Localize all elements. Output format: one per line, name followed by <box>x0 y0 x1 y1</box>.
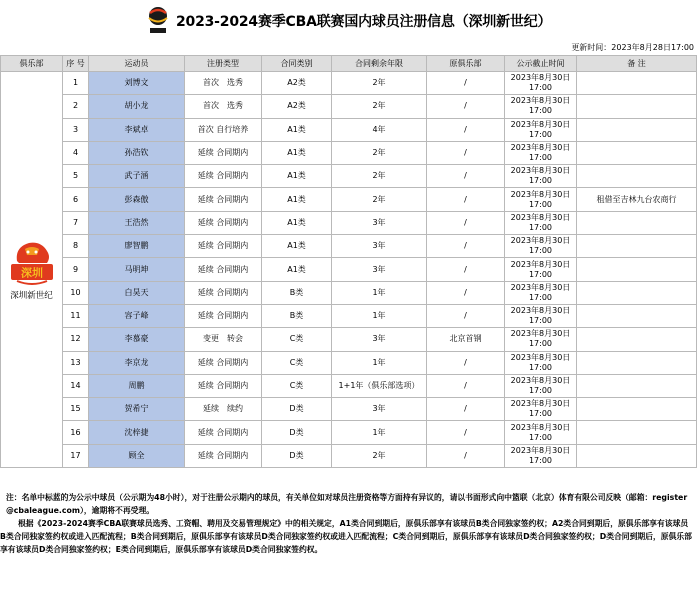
remark-cell <box>577 351 697 374</box>
original-club-cell: / <box>427 188 505 211</box>
reg-type-cell: 延续 合同期内 <box>185 258 262 281</box>
note-publicity: 注：名单中标蓝的为公示中球员（公示期为48小时），对于注册公示期内的球员，有关单位如对球员注册资格等方面持有异议的，请以书面形式向中篮联（北京）体育有限公司反映（邮箱：register@cbaleague.com），逾期将不再受理。 <box>6 493 688 515</box>
original-club-cell: 北京首钢 <box>427 328 505 351</box>
column-header: 合同剩余年限 <box>332 56 427 72</box>
deadline-cell: 2023年8月30日 17:00 <box>505 141 577 164</box>
club-name: 深圳新世纪 <box>10 290 53 301</box>
deadline-cell: 2023年8月30日 17:00 <box>505 118 577 141</box>
contract-class-cell: C类 <box>262 374 332 397</box>
seq-cell: 7 <box>63 211 89 234</box>
deadline-cell: 2023年8月30日 17:00 <box>505 398 577 421</box>
years-remaining-cell: 2年 <box>332 95 427 118</box>
years-remaining-cell: 3年 <box>332 235 427 258</box>
table-row <box>1 421 697 444</box>
deadline-cell: 2023年8月30日 17:00 <box>505 165 577 188</box>
contract-class-cell: C类 <box>262 351 332 374</box>
deadline-cell: 2023年8月30日 17:00 <box>505 281 577 304</box>
deadline-cell: 2023年8月30日 17:00 <box>505 95 577 118</box>
remark-cell <box>577 72 697 95</box>
reg-type-cell: 延续 合同期内 <box>185 351 262 374</box>
remark-cell <box>577 281 697 304</box>
contract-class-cell: A2类 <box>262 95 332 118</box>
original-club-cell: / <box>427 118 505 141</box>
remark-cell <box>577 118 697 141</box>
player-name-cell: 周鹏 <box>89 374 185 397</box>
deadline-cell: 2023年8月30日 17:00 <box>505 235 577 258</box>
reg-type-cell: 延续 合同期内 <box>185 304 262 327</box>
column-header: 合同类别 <box>262 56 332 72</box>
seq-cell: 16 <box>63 421 89 444</box>
table-row <box>1 72 697 95</box>
deadline-cell: 2023年8月30日 17:00 <box>505 351 577 374</box>
column-header: 俱乐部 <box>1 56 63 72</box>
years-remaining-cell: 1年 <box>332 281 427 304</box>
contract-class-cell: D类 <box>262 421 332 444</box>
page-title: 2023-2024赛季CBA联赛国内球员注册信息（深圳新世纪） <box>176 14 552 30</box>
original-club-cell: / <box>427 258 505 281</box>
contract-class-cell: A1类 <box>262 235 332 258</box>
table-row <box>1 165 697 188</box>
contract-class-cell: A1类 <box>262 258 332 281</box>
table-row <box>1 281 697 304</box>
table-row <box>1 398 697 421</box>
remark-cell <box>577 421 697 444</box>
club-logo-text: 深圳 <box>20 266 43 280</box>
contract-class-cell: D类 <box>262 398 332 421</box>
seq-cell: 3 <box>63 118 89 141</box>
deadline-cell: 2023年8月30日 17:00 <box>505 421 577 444</box>
reg-type-cell: 首次 自行培养 <box>185 118 262 141</box>
seq-cell: 15 <box>63 398 89 421</box>
remark-cell <box>577 304 697 327</box>
club-cell <box>1 72 63 468</box>
table-row <box>1 95 697 118</box>
deadline-cell: 2023年8月30日 17:00 <box>505 328 577 351</box>
remark-cell <box>577 374 697 397</box>
remark-cell <box>577 328 697 351</box>
contract-class-cell: B类 <box>262 281 332 304</box>
player-name-cell: 廖智鹏 <box>89 235 185 258</box>
original-club-cell: / <box>427 374 505 397</box>
table-row <box>1 351 697 374</box>
seq-cell: 8 <box>63 235 89 258</box>
contract-class-cell: A1类 <box>262 141 332 164</box>
table-row <box>1 188 697 211</box>
deadline-cell: 2023年8月30日 17:00 <box>505 258 577 281</box>
years-remaining-cell: 1+1年（俱乐部选项） <box>332 374 427 397</box>
player-name-cell: 沈梓捷 <box>89 421 185 444</box>
years-remaining-cell: 3年 <box>332 258 427 281</box>
seq-cell: 5 <box>63 165 89 188</box>
original-club-cell: / <box>427 398 505 421</box>
column-header: 运动员 <box>89 56 185 72</box>
seq-cell: 2 <box>63 95 89 118</box>
contract-class-cell: D类 <box>262 444 332 467</box>
page-header <box>0 0 700 52</box>
player-name-cell: 白昊天 <box>89 281 185 304</box>
reg-type-cell: 延续 续约 <box>185 398 262 421</box>
original-club-cell: / <box>427 72 505 95</box>
years-remaining-cell: 2年 <box>332 141 427 164</box>
player-name-cell: 顾全 <box>89 444 185 467</box>
years-remaining-cell: 3年 <box>332 328 427 351</box>
table-row <box>1 374 697 397</box>
seq-cell: 17 <box>63 444 89 467</box>
original-club-cell: / <box>427 211 505 234</box>
seq-cell: 4 <box>63 141 89 164</box>
registration-table <box>0 55 697 468</box>
years-remaining-cell: 2年 <box>332 188 427 211</box>
reg-type-cell: 延续 合同期内 <box>185 141 262 164</box>
reg-type-cell: 变更 转会 <box>185 328 262 351</box>
remark-cell <box>577 141 697 164</box>
shenzhen-club-logo-icon <box>7 239 57 289</box>
reg-type-cell: 延续 合同期内 <box>185 188 262 211</box>
original-club-cell: / <box>427 351 505 374</box>
remark-cell <box>577 95 697 118</box>
player-name-cell: 孙浩钦 <box>89 141 185 164</box>
seq-cell: 13 <box>63 351 89 374</box>
deadline-cell: 2023年8月30日 17:00 <box>505 72 577 95</box>
remark-cell <box>577 211 697 234</box>
remark-cell: 租借至吉林九台农商行 <box>577 188 697 211</box>
remark-cell <box>577 235 697 258</box>
contract-class-cell: A2类 <box>262 72 332 95</box>
reg-type-cell: 延续 合同期内 <box>185 165 262 188</box>
column-header: 备 注 <box>577 56 697 72</box>
table-row <box>1 141 697 164</box>
reg-type-cell: 延续 合同期内 <box>185 421 262 444</box>
original-club-cell: / <box>427 95 505 118</box>
table-row <box>1 444 697 467</box>
contract-class-cell: B类 <box>262 304 332 327</box>
seq-cell: 1 <box>63 72 89 95</box>
player-name-cell: 胡小龙 <box>89 95 185 118</box>
table-row <box>1 304 697 327</box>
deadline-cell: 2023年8月30日 17:00 <box>505 444 577 467</box>
original-club-cell: / <box>427 165 505 188</box>
table-row <box>1 235 697 258</box>
years-remaining-cell: 3年 <box>332 398 427 421</box>
contract-class-cell: A1类 <box>262 118 332 141</box>
original-club-cell: / <box>427 281 505 304</box>
column-header: 公示截止时间 <box>505 56 577 72</box>
player-name-cell: 李京龙 <box>89 351 185 374</box>
reg-type-cell: 首次 选秀 <box>185 72 262 95</box>
reg-type-cell: 延续 合同期内 <box>185 281 262 304</box>
column-header: 原俱乐部 <box>427 56 505 72</box>
deadline-cell: 2023年8月30日 17:00 <box>505 374 577 397</box>
table-row <box>1 118 697 141</box>
original-club-cell: / <box>427 235 505 258</box>
years-remaining-cell: 4年 <box>332 118 427 141</box>
player-name-cell: 李慕豪 <box>89 328 185 351</box>
reg-type-cell: 延续 合同期内 <box>185 444 262 467</box>
notes-section <box>0 491 692 556</box>
years-remaining-cell: 2年 <box>332 72 427 95</box>
note-contract-rules: 根据《2023-2024赛季CBA联赛球员选秀、工资帽、聘用及交易管理规定》中的相关规定，A1类合同到期后，原俱乐部享有该球员B类合同独家签约权；A2类合同到期后，原俱乐部享有该球员B类合同独家签约权或进入匹配流程；B类合同到期后，原俱乐部享有该球员D类合同独家签约权或进入匹配流程；C类合同到期后，原俱乐部享有该球员D类合同独家签约权；D类合同到期后，原俱乐部享有该球员D类合同独家签约权；E类合同到期后，原俱乐部享有该球员D类合同独家签约权。 <box>0 519 692 554</box>
reg-type-cell: 首次 选秀 <box>185 95 262 118</box>
reg-type-cell: 延续 合同期内 <box>185 235 262 258</box>
deadline-cell: 2023年8月30日 17:00 <box>505 211 577 234</box>
player-name-cell: 王浩然 <box>89 211 185 234</box>
table-row <box>1 258 697 281</box>
column-header: 注册类型 <box>185 56 262 72</box>
seq-cell: 14 <box>63 374 89 397</box>
player-name-cell: 彭森傲 <box>89 188 185 211</box>
years-remaining-cell: 1年 <box>332 421 427 444</box>
table-header-row <box>1 56 697 72</box>
reg-type-cell: 延续 合同期内 <box>185 211 262 234</box>
seq-cell: 10 <box>63 281 89 304</box>
reg-type-cell: 延续 合同期内 <box>185 374 262 397</box>
player-name-cell: 贺希宁 <box>89 398 185 421</box>
update-time: 更新时间：2023年8月28日17:00 <box>571 43 694 52</box>
years-remaining-cell: 1年 <box>332 304 427 327</box>
remark-cell <box>577 258 697 281</box>
cba-logo-icon <box>145 5 171 35</box>
original-club-cell: / <box>427 444 505 467</box>
years-remaining-cell: 2年 <box>332 444 427 467</box>
years-remaining-cell: 2年 <box>332 165 427 188</box>
table-row <box>1 211 697 234</box>
deadline-cell: 2023年8月30日 17:00 <box>505 188 577 211</box>
seq-cell: 12 <box>63 328 89 351</box>
contract-class-cell: A1类 <box>262 165 332 188</box>
deadline-cell: 2023年8月30日 17:00 <box>505 304 577 327</box>
player-name-cell: 李斌卓 <box>89 118 185 141</box>
player-name-cell: 马明坤 <box>89 258 185 281</box>
column-header: 序 号 <box>63 56 89 72</box>
player-name-cell: 刘博文 <box>89 72 185 95</box>
remark-cell <box>577 444 697 467</box>
player-name-cell: 容子峰 <box>89 304 185 327</box>
original-club-cell: / <box>427 421 505 444</box>
contract-class-cell: A1类 <box>262 211 332 234</box>
remark-cell <box>577 398 697 421</box>
remark-cell <box>577 165 697 188</box>
years-remaining-cell: 3年 <box>332 211 427 234</box>
seq-cell: 11 <box>63 304 89 327</box>
table-row <box>1 328 697 351</box>
contract-class-cell: C类 <box>262 328 332 351</box>
player-name-cell: 武子涵 <box>89 165 185 188</box>
seq-cell: 6 <box>63 188 89 211</box>
original-club-cell: / <box>427 141 505 164</box>
seq-cell: 9 <box>63 258 89 281</box>
original-club-cell: / <box>427 304 505 327</box>
years-remaining-cell: 1年 <box>332 351 427 374</box>
table-body <box>1 72 697 468</box>
contract-class-cell: A1类 <box>262 188 332 211</box>
